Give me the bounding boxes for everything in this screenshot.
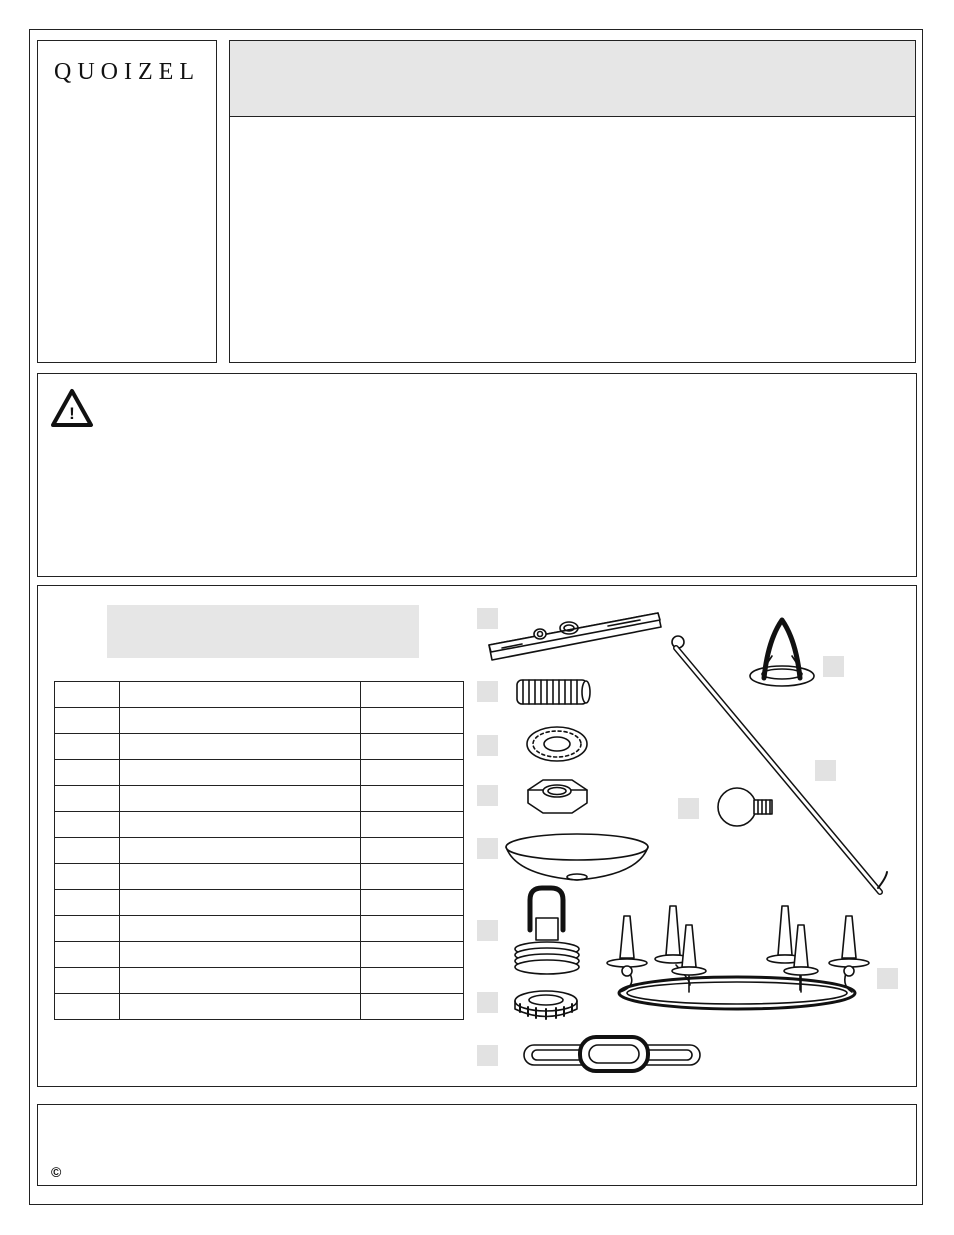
mounting-strap-icon	[489, 613, 661, 660]
threaded-nipple-icon	[517, 680, 590, 704]
footer-box	[37, 1104, 917, 1186]
chain-icon	[524, 1037, 700, 1071]
warning-exclamation: !	[69, 404, 75, 423]
hex-nut-icon	[528, 780, 587, 813]
chandelier-fixture-icon	[607, 906, 869, 1009]
copyright-symbol: ©	[51, 1164, 62, 1180]
loop-icon	[515, 888, 579, 974]
crown-icon	[750, 620, 814, 686]
bulb-icon	[718, 788, 772, 826]
lock-washer-icon	[527, 727, 587, 761]
canopy-icon	[506, 834, 648, 880]
lock-nut-icon	[515, 991, 577, 1019]
brand-logo: QUOIZEL	[54, 59, 200, 85]
